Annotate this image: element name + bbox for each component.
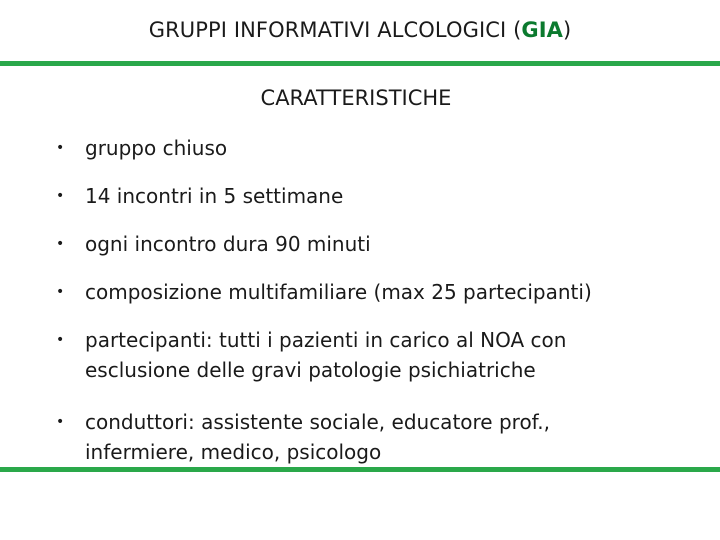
bullet-dot-icon: • (56, 414, 65, 430)
bottom-divider (0, 467, 720, 472)
bullet-dot-icon: • (56, 284, 65, 300)
bullet-dot-icon: • (56, 332, 65, 348)
bullet-text-line-2: esclusione delle gravi patologie psichiatriche (85, 358, 536, 382)
bullet-text: composizione multifamiliare (max 25 partecipanti) (85, 280, 592, 304)
top-divider (0, 61, 720, 66)
page-title (0, 18, 720, 42)
bullet-text-line-1: conduttori: assistente sociale, educatore prof., (85, 410, 550, 434)
title-abbreviation: GIA (521, 18, 563, 42)
bullet-text-line-2: infermiere, medico, psicologo (85, 440, 382, 464)
bullet-item (56, 277, 716, 307)
bullet-item (56, 133, 716, 163)
bullet-text: 14 incontri in 5 settimane (85, 184, 344, 208)
bullet-dot-icon: • (56, 140, 65, 156)
bullet-item (56, 181, 716, 211)
bullet-text: gruppo chiuso (85, 136, 228, 160)
bullet-item (56, 407, 716, 467)
title-suffix: ) (562, 18, 572, 42)
bullet-dot-icon: • (56, 236, 65, 252)
bullet-text: ogni incontro dura 90 minuti (85, 232, 371, 256)
bullet-text-line-1: partecipanti: tutti i pazienti in carico al NOA con (85, 328, 567, 352)
title-prefix: GRUPPI INFORMATIVI ALCOLOGICI ( (148, 18, 522, 42)
bullet-item (56, 325, 716, 385)
bullet-dot-icon: • (56, 188, 65, 204)
bullet-item (56, 229, 716, 259)
bullet-list (56, 133, 716, 489)
section-heading: CARATTERISTICHE (260, 86, 452, 110)
